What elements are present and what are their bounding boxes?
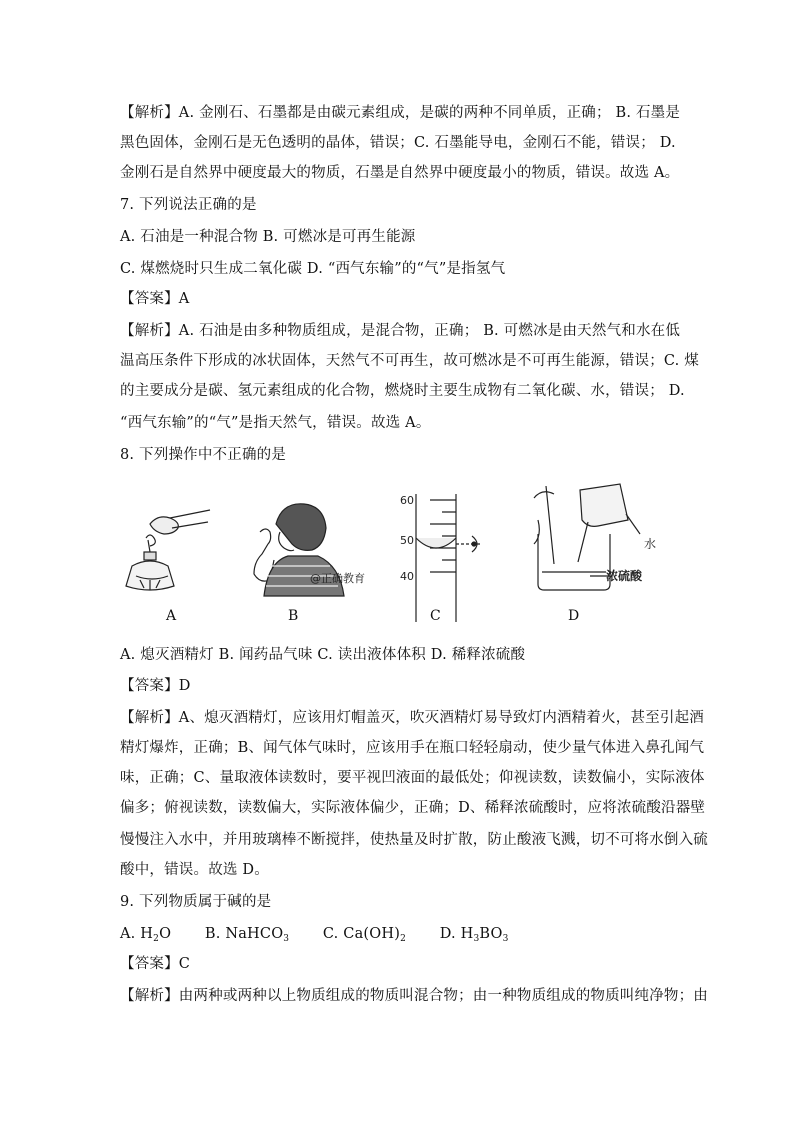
text-line: “西气东输”的“气”是指天然气，错误。故选 A。	[120, 415, 431, 431]
text-line: 【解析】由两种或两种以上物质组成的物质叫混合物；由一种物质组成的物质叫纯净物；由	[120, 988, 708, 1004]
scale-60: 60	[400, 494, 414, 507]
watermark: @正确教育	[310, 572, 365, 585]
text-line: 的主要成分是碳、氢元素组成的化合物，燃烧时主要生成物有二氧化碳、水，错误； D.	[120, 383, 685, 399]
question-7-options-ab: A. 石油是一种混合物 B. 可燃冰是可再生能源	[120, 229, 416, 245]
question-9-answer: 【答案】C	[120, 956, 191, 972]
figure-label-d: D	[568, 608, 580, 624]
scale-50: 50	[400, 534, 414, 547]
option-c: C. $Ca(OH)_2$	[322, 926, 407, 944]
text-line: 慢慢注入水中，并用玻璃棒不断搅拌，使热量及时扩散，防止酸液飞溅，切不可将水倒入硫	[120, 832, 708, 848]
question-7-stem: 7. 下列说法正确的是	[120, 197, 257, 213]
option-a: A. $H_2O$	[120, 926, 201, 944]
text-line: 金刚石是自然界中硬度最大的物质，石墨是自然界中硬度最小的物质，错误。故选 A。	[120, 165, 680, 181]
question-8-answer: 【答案】D	[120, 678, 191, 694]
question-8-figure	[110, 476, 690, 636]
text-line: 精灯爆炸，正确；B、闻气体气味时，应该用手在瓶口轻轻扇动，使少量气体进入鼻孔闻气	[120, 740, 705, 756]
option-d: D. $H_3BO_3$	[439, 926, 509, 944]
concentrated-acid-label: 浓硫酸	[606, 569, 643, 583]
water-label: 水	[644, 537, 657, 551]
text-line: 【解析】A. 石油是由多种物质组成，是混合物，正确； B. 可燃冰是由天然气和水在低	[120, 323, 681, 339]
question-8-options: A. 熄灭酒精灯 B. 闻药品气味 C. 读出液体体积 D. 稀释浓硫酸	[120, 647, 526, 663]
scale-40: 40	[400, 570, 414, 583]
question-9-stem: 9. 下列物质属于碱的是	[120, 894, 272, 910]
text-line: 【解析】A、熄灭酒精灯，应该用灯帽盖灭，吹灭酒精灯易导致灯内酒精着火，甚至引起酒	[120, 710, 704, 726]
alcohol-lamp-drawing	[126, 510, 210, 590]
text-line: 味，正确；C、量取液体读数时，要平视凹液面的最低处；仰视读数，读数偏小，实际液体	[120, 770, 705, 786]
text-line: 温高压条件下形成的冰状固体，天然气不可再生，故可燃冰是不可再生能源，错误；C. 煤	[120, 353, 699, 369]
text-line: 【解析】A. 金刚石、石墨都是由碳元素组成，是碳的两种不同单质，正确； B. 石墨是	[120, 105, 681, 121]
figure-label-b: B	[288, 608, 299, 624]
graduated-cylinder-drawing	[416, 494, 480, 622]
question-7-options-cd: C. 煤燃烧时只生成二氧化碳 D. “西气东输”的“气”是指氢气	[120, 261, 506, 277]
option-b: B. NaHCO$_3$	[204, 926, 290, 944]
question-8-stem: 8. 下列操作中不正确的是	[120, 447, 287, 463]
question-9-options	[120, 924, 680, 949]
text-line: 黑色固体，金刚石是无色透明的晶体，错误；C. 石墨能导电，金刚石不能，错误； D.	[120, 135, 676, 151]
question-7-answer: 【答案】A	[120, 291, 190, 307]
text-line: 酸中，错误。故选 D。	[120, 862, 269, 878]
lab-operations-illustration	[110, 476, 690, 636]
figure-label-a: A	[166, 608, 177, 624]
figure-label-c: C	[430, 608, 441, 624]
text-line: 偏多；俯视读数，读数偏大，实际液体偏少，正确；D、稀释浓硫酸时，应将浓硫酸沿器壁	[120, 800, 706, 816]
